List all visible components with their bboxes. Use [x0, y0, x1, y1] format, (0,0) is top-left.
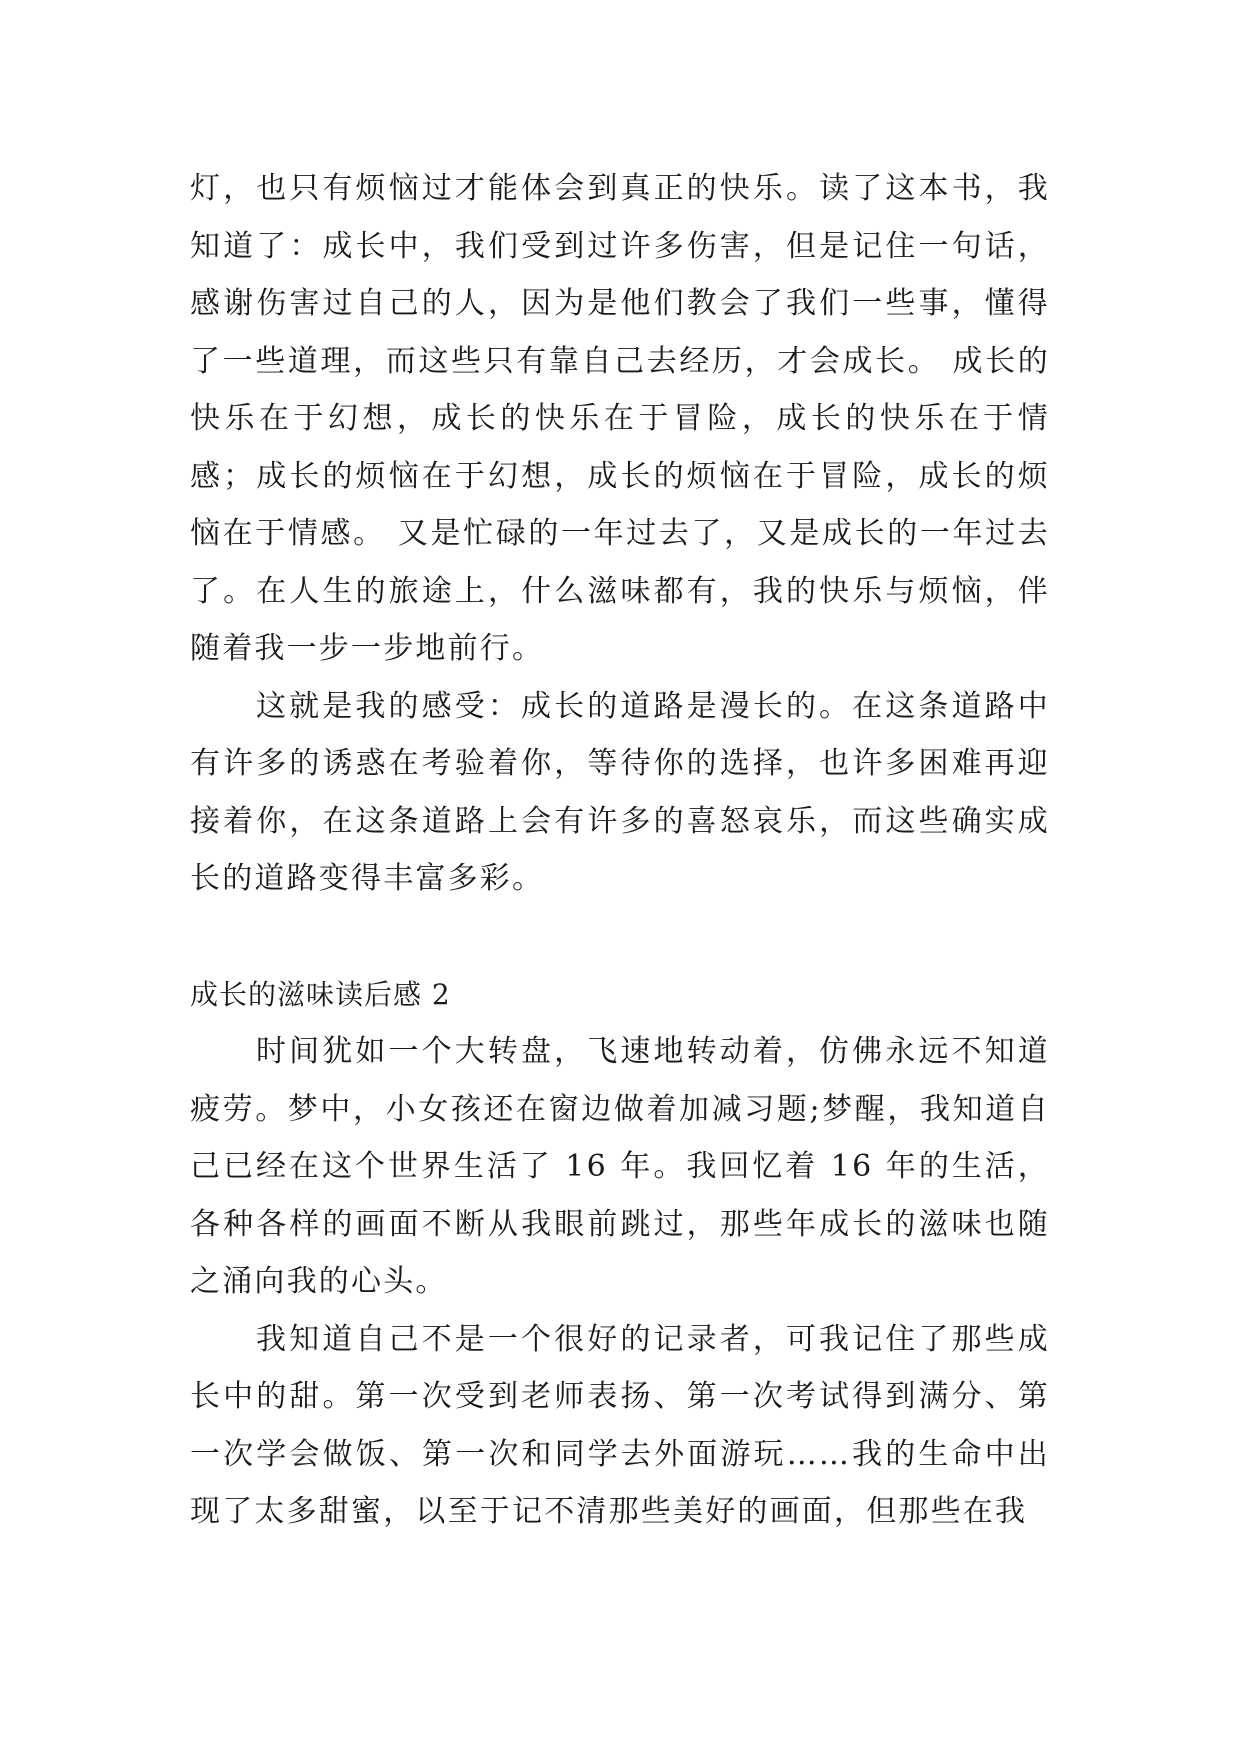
section-title: 成长的滋味读后感 2: [190, 977, 451, 1011]
paragraph-continuation: 灯，也只有烦恼过才能体会到真正的快乐。读了这本书，我知道了：成长中，我们受到过许多伤害，但是记住一句话，感谢伤害过自己的人，因为是他们教会了我们一些事，懂得了一些道理，而这些只有靠自己去经历，才会成长。 成长的快乐在于幻想，成长的快乐在于冒险，成长的快乐在于情感；成长的烦恼在于幻想，成长的烦恼在于冒险，成长的烦恼在于情感。 又是忙碌的一年过去了，又是成长的一年过去了。在人生的旅途上，什么滋味都有，我的快乐与烦恼，伴随着我一步一步地前行。: [190, 171, 1050, 666]
paragraph-sweetness: 我知道自己不是一个很好的记录者，可我记住了那些成长中的甜。第一次受到老师表扬、第一次考试得到满分、第一次学会做饭、第一次和同学去外面游玩……我的生命中出现了太多甜蜜，以至于记不清那些美好的画面，但那些在我: [190, 1321, 1050, 1529]
paragraph-reflection: 这就是我的感受：成长的道路是漫长的。在这条道路中有许多的诱惑在考验着你，等待你的选择，也许多困难再迎接着你，在这条道路上会有许多的喜怒哀乐，而这些确实成长的道路变得丰富多彩。: [190, 688, 1050, 896]
paragraph-time: 时间犹如一个大转盘，飞速地转动着，仿佛永远不知道疲劳。梦中，小女孩还在窗边做着加减习题;梦醒，我知道自己已经在这个世界生活了 16 年。我回忆着 16 年的生活，各种各样的画面不断从我眼前跳过，那些年成长的滋味也随之涌向我的心头。: [190, 1034, 1050, 1299]
document-body: [190, 160, 1050, 1541]
